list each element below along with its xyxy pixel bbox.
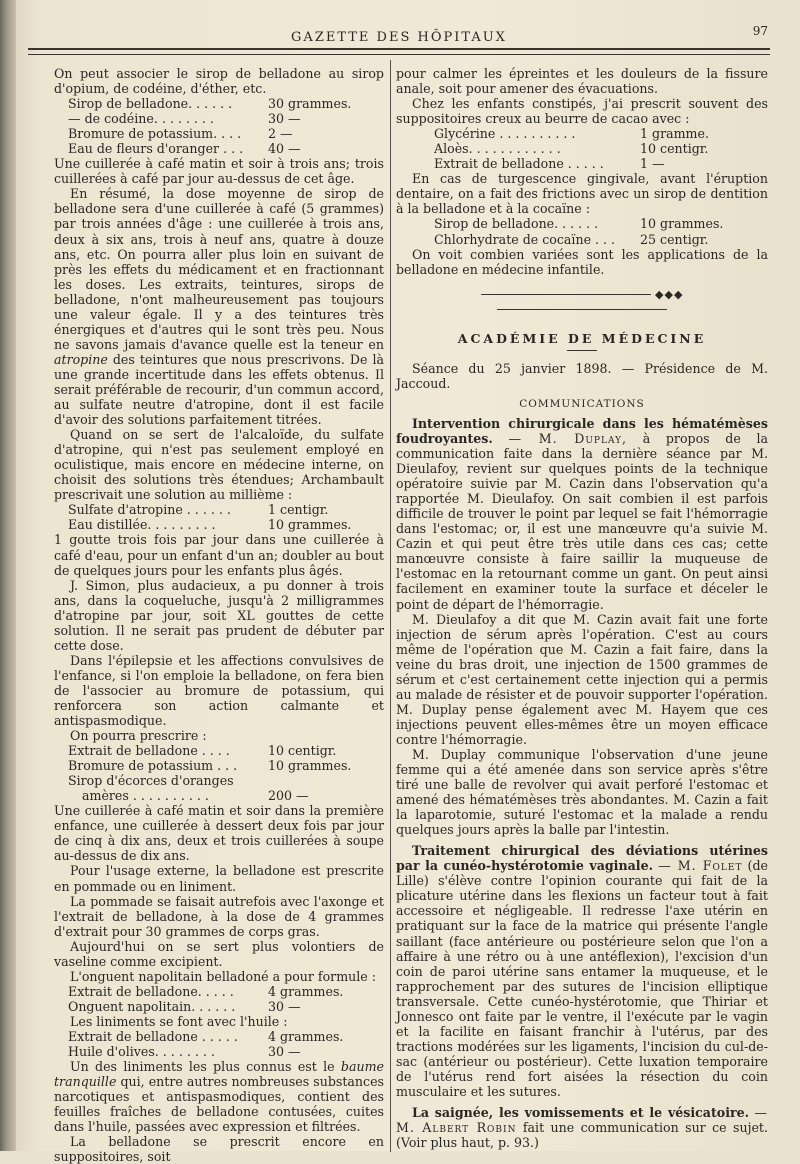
book-binding-edge bbox=[0, 0, 16, 1151]
paragraph: Chez les enfants constipés, j'ai prescrit souvent des suppositoires creux au beurre de cacao avec : bbox=[396, 96, 768, 127]
paragraph: L'onguent napolitain belladoné a pour formule : bbox=[70, 968, 376, 984]
prescription-line: Bromure de potassium. . . . 2 — bbox=[68, 126, 293, 142]
paragraph: On peut associer le sirop de belladone au sirop d'opium, de codéine, d'éther, etc. bbox=[54, 66, 384, 97]
prescription-line: Extrait de belladone . . . . 10 centigr. bbox=[68, 743, 337, 759]
prescription bbox=[396, 216, 768, 246]
paragraph: La pommade se faisait autrefois avec l'axonge et l'extrait de belladone, à la dose de 4 grammes d'extrait pour 30 grammes de corps gras. bbox=[54, 893, 384, 939]
paragraph: Pour l'usage externe, la belladone est prescrite en pommade ou en liniment. bbox=[54, 863, 384, 894]
paragraph: pour calmer les épreintes et les douleurs de la fissure anale, soit pour amener des évacuations. bbox=[396, 66, 768, 97]
paragraph: Les liniments se font avec l'huile : bbox=[70, 1013, 288, 1029]
prescription-line: Sulfate d'atropine . . . . . . 1 centigr. bbox=[68, 502, 329, 518]
subsection-heading: COMMUNICATIONS bbox=[519, 397, 645, 410]
section-separator: ◆◆◆ bbox=[396, 287, 768, 317]
article-paragraph: Traitement chirurgical des déviations utérines par la cunéo-hystérotomie vaginale. — M. Folet (de Lille) s'élève contre l'opinion courante qui fait de la plicature utérine dans les flexions un facteur tout à fait accessoire et négligeable. Il redresse l'axe utérin en pratiquant sur la face de la matrice qui présente l'angle saillant (face antérieure ou postérieure selon que l'on a affaire à une rétro ou à une antéflexion), l'excision d'un coin de paroi utérine sans entamer la muqueuse, et le rapprochement par des sutures de l'incision elliptique transversale. Cette cunéo-hystérotomie, que Thiriar et Jonnesco ont faite par le ventre, il l'exécute par le vagin et la facilite en faisant franchir à l'utérus, par des tractions modérées sur les ligaments, l'incision du cul-de-sac (antérieur ou postérieur). Cette luxation temporaire de l'utérus rend fort aisées la résection du coin musculaire et les sutures. bbox=[396, 843, 768, 1099]
paragraph: J. Simon, plus audacieux, a pu donner à trois ans, dans la coqueluche, jusqu'à 2 milligrammes d'atropine par jour, soit XL gouttes de cette solution. Il ne serait pas prudent de débuter par cette dose. bbox=[54, 577, 384, 653]
prescription-line: Chlorhydrate de cocaïne . . . 25 centigr. bbox=[434, 231, 709, 247]
prescription bbox=[54, 743, 384, 803]
prescription-line: Extrait de belladone . . . . . 1 — bbox=[434, 156, 665, 172]
prescription bbox=[54, 96, 384, 156]
paragraph: On voit combien variées sont les applications de la belladone en médecine infantile. bbox=[396, 246, 768, 277]
right-column bbox=[396, 66, 768, 1150]
prescription bbox=[396, 126, 768, 171]
prescription bbox=[54, 984, 384, 1014]
paragraph: Aujourd'hui on se sert plus volontiers de vaseline comme excipient. bbox=[54, 938, 384, 969]
journal-title: GAZETTE DES HÔPITAUX bbox=[291, 30, 507, 45]
prescription-line: Huile d'olives. . . . . . . . 30 — bbox=[68, 1044, 301, 1060]
paragraph: Une cuillerée à café matin et soir dans la première enfance, une cuillerée à dessert deux fois par jour de cinq à dix ans, deux et trois cuillerées à soupe au-dessus de dix ans. bbox=[54, 803, 384, 864]
paragraph: Une cuillerée à café matin et soir à trois ans; trois cuillerées à café par jour au-dessus de cet âge. bbox=[54, 156, 384, 187]
paragraph: Un des liniments les plus connus est le baume tranquille qui, entre autres nombreuses substances narcotiques et antispasmodiques, contient des feuilles fraîches de belladone contusées, cuites dans l'huile, passées avec expression et filtrées. bbox=[54, 1059, 384, 1135]
prescription-line: Glycérine . . . . . . . . . . 1 gramme. bbox=[434, 126, 709, 142]
paragraph: 1 goutte trois fois par jour dans une cuillerée à café d'eau, pour un enfant d'un an; doubler au bout de quelques jours pour les enfants plus âgés. bbox=[54, 532, 384, 578]
paragraph: Dans l'épilepsie et les affections convulsives de l'enfance, si l'on emploie la belladone, on fera bien de l'associer au bromure de potassium, qui renforcera son action calmante et antispasmodique. bbox=[54, 652, 384, 729]
paragraph: En cas de turgescence gingivale, avant l'éruption dentaire, on a fait des frictions avec un sirop de dentition à la belladone et à la cocaïne : bbox=[396, 171, 768, 217]
prescription bbox=[54, 1029, 384, 1059]
prescription-line: — de codéine. . . . . . . . 30 — bbox=[68, 111, 301, 127]
prescription-line: Eau distillée. . . . . . . . . 10 grammes. bbox=[68, 517, 352, 533]
prescription-line: Aloès. . . . . . . . . . . . 10 centigr. bbox=[434, 141, 709, 157]
paragraph: M. Dieulafoy a dit que M. Cazin avait fait une forte injection de sérum après l'opération. C'est au cours même de l'opération que M. Cazin a fait faire, dans la veine du bras droit, une injection de 1500 grammes de sérum et c'est certainement cette injection qui a permis au malade de résister et de pouvoir supporter l'opération. M. Duplay pense également avec M. Hayem que ces injections peuvent elles-mêmes être un moyen efficace contre l'hémorragie. bbox=[396, 611, 768, 747]
column-divider bbox=[390, 60, 391, 1152]
heading-underline bbox=[567, 350, 597, 351]
prescription-line: amères . . . . . . . . . . 200 — bbox=[82, 788, 309, 804]
paragraph: Quand on se sert de l'alcaloïde, du sulfate d'atropine, qui n'est pas seulement employé en oculistique, mais encore en médecine interne, on choisit des solutions très étendues; Archambault prescrivait une solution au millième : bbox=[54, 427, 384, 503]
prescription-line: Sirop d'écorces d'oranges bbox=[68, 773, 234, 789]
header-rule-thin bbox=[28, 54, 770, 55]
prescription bbox=[54, 502, 384, 532]
paragraph: La belladone se prescrit encore en suppositoires, soit bbox=[54, 1134, 384, 1164]
prescription-line: Sirop de belladone. . . . . . 30 grammes. bbox=[68, 96, 352, 112]
prescription-line: Extrait de belladone. . . . . 4 grammes. bbox=[68, 983, 344, 999]
page-header bbox=[28, 22, 770, 62]
page-number: 97 bbox=[752, 24, 768, 38]
session-line: Séance du 25 janvier 1898. — Présidence de M. Jaccoud. bbox=[396, 360, 768, 391]
prescription-line: Onguent napolitain. . . . . . 30 — bbox=[68, 998, 301, 1014]
paragraph: On pourra prescrire : bbox=[70, 728, 207, 744]
prescription-line: Bromure de potassium . . . 10 grammes. bbox=[68, 758, 352, 774]
paragraph: M. Duplay communique l'observation d'une jeune femme qui a été amenée dans son service après s'être tiré une balle de revolver qui avait perforé l'estomac et amené des hématémèses très abondantes. M. Cazin a fait la laparotomie, suturé l'estomac et la malade a rendu quelques jours après la balle par l'intestin. bbox=[396, 746, 768, 838]
prescription-line: Sirop de belladone. . . . . . 10 grammes. bbox=[434, 216, 724, 232]
left-column bbox=[54, 66, 384, 1164]
prescription-line: Eau de fleurs d'oranger . . . 40 — bbox=[68, 141, 301, 157]
article-paragraph: Intervention chirurgicale dans les hématémèses foudroyantes. — M. Duplay, à propos de la communication faite dans la dernière séance par M. Dieulafoy, revient sur quelques points de la technique opératoire suivie par M. Cazin dans l'observation qu'a rapportée M. Dieulafoy. On sait combien il est parfois difficile de trouver le point par lequel se fait l'hémorragie dans l'estomac; or, il est une manœuvre qu'a suivie M. Cazin et qui peut être très utile dans ces cas; cette manœuvre consiste à faire saillir la muqueuse de l'estomac en la retournant comme un gant. On peut ainsi facilement en examiner toute la surface et déceler le point de départ de l'hémorragie. bbox=[396, 415, 769, 612]
section-heading: ACADÉMIE DE MÉDECINE bbox=[457, 330, 707, 346]
prescription-line: Extrait de belladone . . . . . 4 grammes. bbox=[68, 1029, 344, 1044]
article-paragraph: La saignée, les vomissements et le vésicatoire. — M. Albert Robin fait une communication sur ce sujet. (Voir plus haut, p. 93.) bbox=[396, 1105, 768, 1151]
header-rule-thick bbox=[28, 48, 770, 50]
paragraph: En résumé, la dose moyenne de sirop de belladone sera d'une cuillerée à café (5 grammes) par trois années d'âge : une cuillerée à trois ans, deux à six ans, trois à neuf ans, quatre à douze ans, etc. On pourra aller plus loin en suivant de près les effets du médicament et en fractionnant les doses. Les extraits, teintures, sirops de belladone, n'ont malheureusement pas toujours une valeur égale. Il y a des teintures très énergiques et d'autres qui le sont très peu. Nous ne savons jamais d'avance quelle est la teneur en atropine des teintures que nous prescrivons. De là une grande incertitude dans les effets obtenus. Il serait préférable de recourir, d'un commun accord, au sulfate neutre d'atropine, dont il est facile d'avoir des solutions parfaitement titrées. bbox=[54, 186, 384, 428]
